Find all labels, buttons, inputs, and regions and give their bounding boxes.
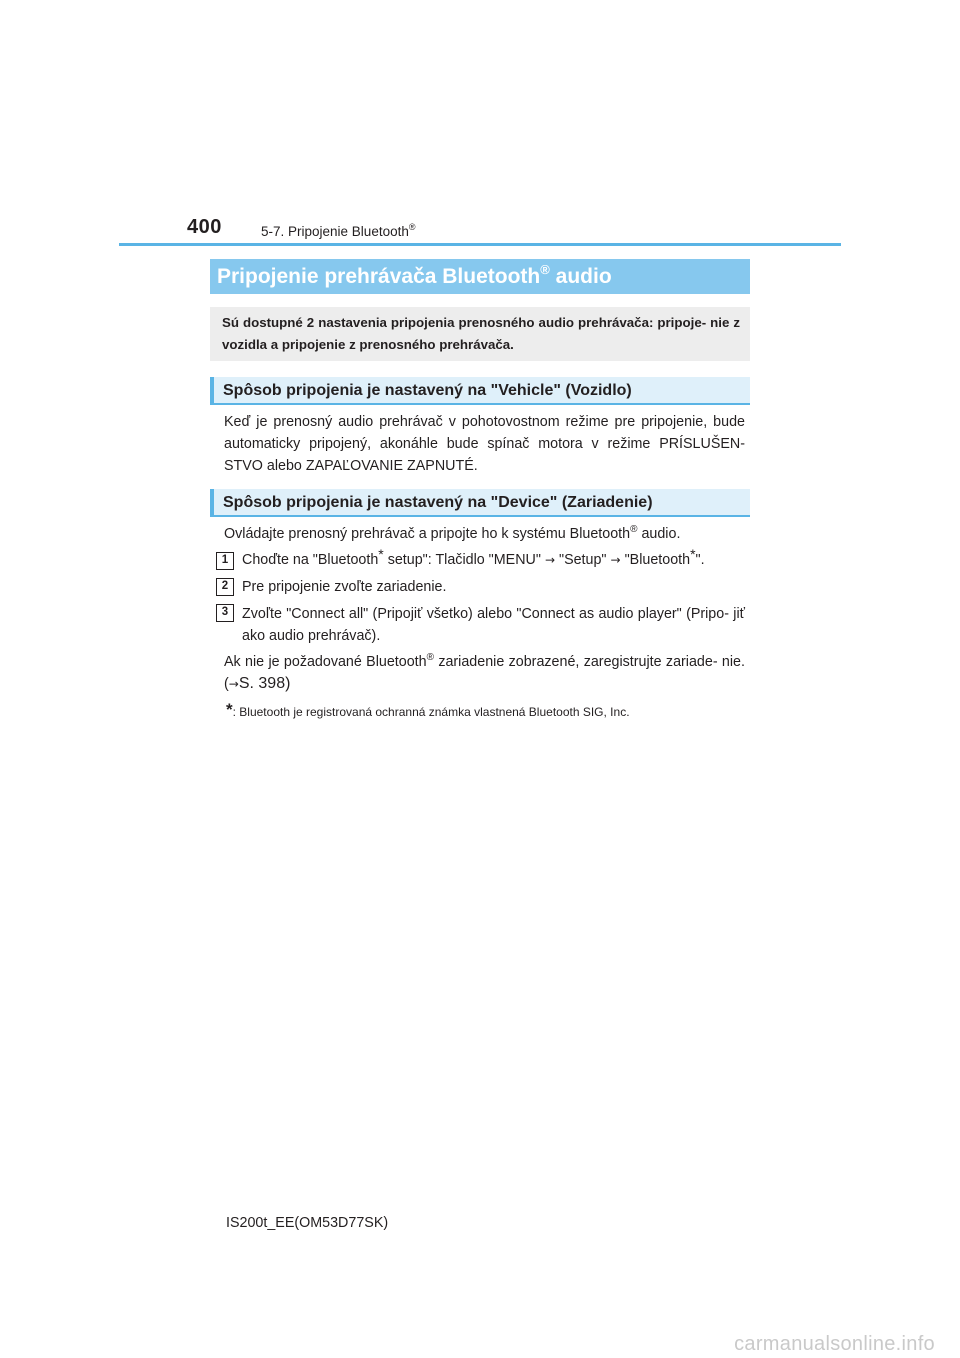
footnote	[226, 700, 630, 720]
footnote-text: : Bluetooth je registrovaná ochranná známka vlastnená Bluetooth SIG, Inc.	[232, 705, 630, 719]
step1-part-e: ".	[695, 552, 705, 568]
device-section-heading: Spôsob pripojenia je nastavený na "Device" (Zariadenie)	[210, 489, 750, 517]
arrow-right-icon: →	[544, 553, 555, 567]
step1-part-d: "Bluetooth	[624, 552, 691, 568]
watermark: carmanualsonline.info	[734, 1333, 935, 1355]
device-note	[224, 651, 745, 695]
section-title: 5-7. Pripojenie Bluetooth	[261, 224, 409, 239]
page-title	[210, 259, 750, 294]
step-text-3: Zvoľte "Connect all" (Pripojiť všetko) alebo "Connect as audio player" (Pripo- jiť ako audio prehrávač).	[242, 606, 745, 644]
step-number-2: 2	[216, 578, 234, 596]
step1-part-c: "Setup"	[559, 552, 607, 568]
note-registered-mark: ®	[426, 652, 434, 663]
arrow-right-icon: →	[610, 553, 621, 567]
asterisk-mark: *	[690, 546, 696, 562]
arrow-right-icon: →	[228, 677, 239, 691]
step-number-1: 1	[216, 552, 234, 570]
footnote-asterisk: *	[226, 700, 233, 719]
page-reference: S. 398)	[238, 675, 291, 692]
section-header	[261, 222, 416, 239]
manual-code: IS200t_EE(OM53D77SK)	[226, 1215, 389, 1231]
device-intro-registered-mark: ®	[630, 524, 638, 535]
registered-mark: ®	[408, 222, 416, 232]
title-registered-mark: ®	[540, 262, 550, 277]
step-number-3: 3	[216, 604, 234, 622]
device-intro-prefix: Ovládajte prenosný prehrávač a pripojte ho k systému Bluetooth	[224, 526, 631, 542]
step1-part-b: setup": Tlačidlo "MENU"	[383, 552, 541, 568]
intro-summary: Sú dostupné 2 nastavenia pripojenia prenosného audio prehrávača: pripoje- nie z vozidla a pripojenie z prenosného prehrávača.	[210, 307, 750, 361]
note-prefix: Ak nie je požadované Bluetooth	[224, 654, 427, 670]
asterisk-mark: *	[378, 546, 384, 562]
step1-part-a: Choďte na "Bluetooth	[242, 552, 379, 568]
step-text-1	[242, 546, 745, 571]
title-prefix: Pripojenie prehrávača Bluetooth	[217, 265, 541, 288]
page-number: 400	[187, 216, 222, 238]
device-section-intro	[224, 523, 745, 545]
title-suffix: audio	[549, 265, 612, 288]
step-text-2: Pre pripojenie zvoľte zariadenie.	[242, 579, 447, 595]
note-middle: zariadenie zobrazené, zaregistrujte zariade- nie. (	[224, 654, 745, 692]
vehicle-section-text: Keď je prenosný audio prehrávač v pohotovostnom režime pre pripojenie, bude automaticky pripojený, akonáhle bude spínač motora v režime PRÍSLUŠEN- STVO alebo ZAPAĽOVANIE ZAPNUTÉ.	[224, 414, 745, 474]
vehicle-section-heading: Spôsob pripojenia je nastavený na "Vehicle" (Vozidlo)	[210, 377, 750, 405]
header-rule	[119, 243, 841, 246]
device-intro-suffix: audio.	[637, 526, 681, 542]
